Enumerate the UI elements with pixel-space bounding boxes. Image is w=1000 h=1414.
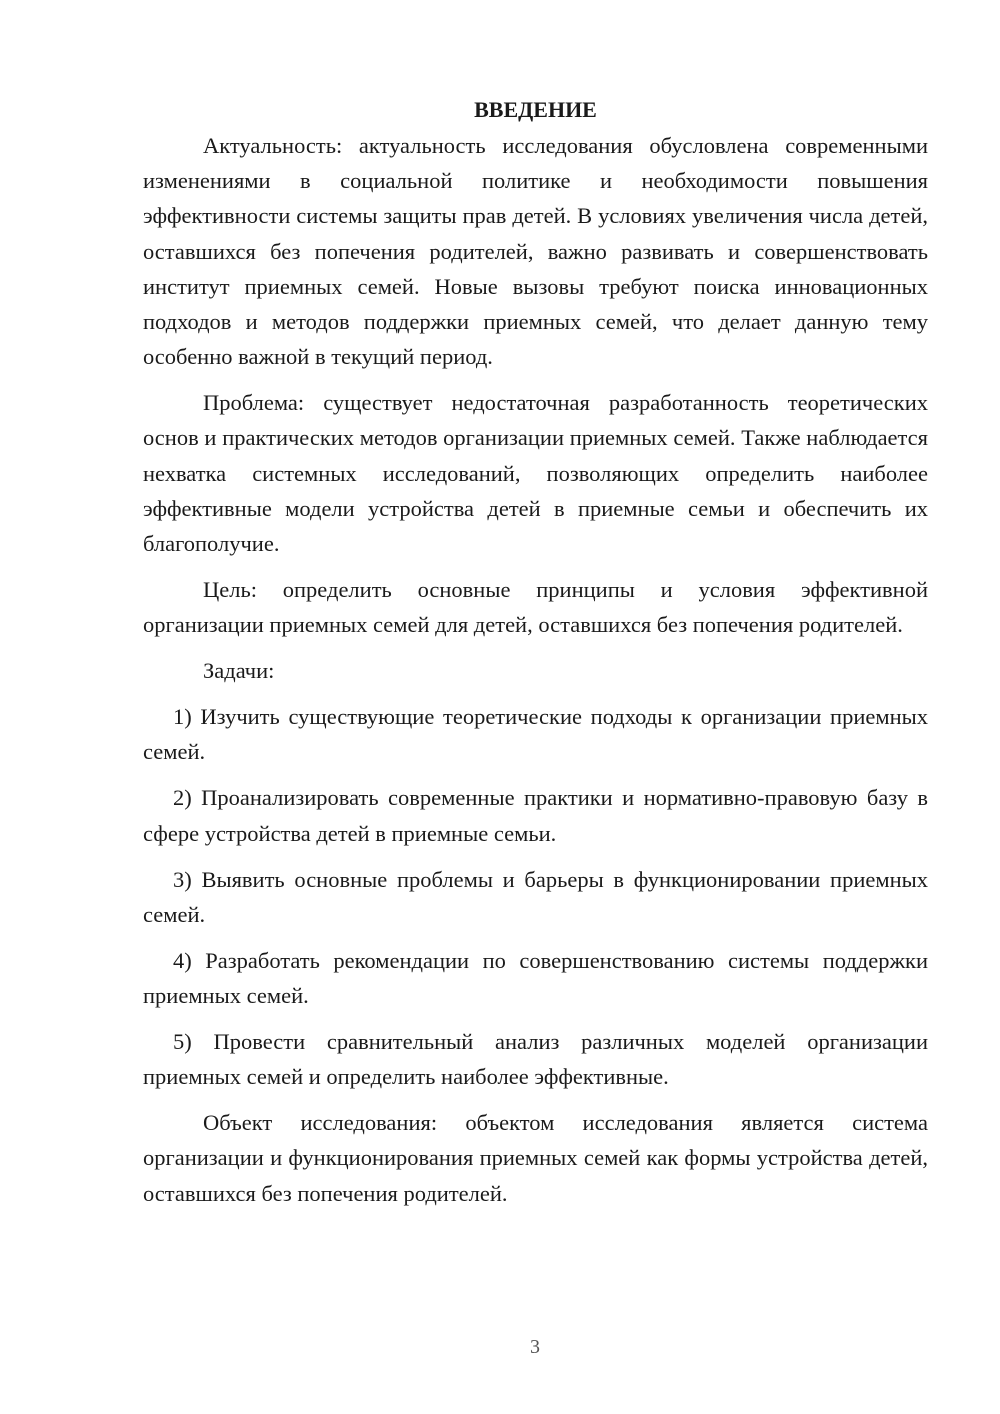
task-item-4: 4) Разработать рекомендации по совершенствованию системы поддержки приемных семей.: [143, 947, 928, 1009]
paragraph-goal: Цель: определить основные принципы и условия эффективной организации приемных семей для детей, оставшихся без попечения родителей.: [143, 577, 928, 638]
section-heading: ВВЕДЕНИЕ: [474, 97, 597, 122]
page-content: [143, 92, 928, 1222]
page-number: 3: [530, 1336, 540, 1358]
task-item-1: 1) Изучить существующие теоретические подходы к организации приемных семей.: [143, 704, 928, 765]
task-item-5: 5) Провести сравнительный анализ различных моделей организации приемных семей и определить наиболее эффективные.: [143, 1029, 928, 1090]
task-item-3: 3) Выявить основные проблемы и барьеры в функционировании приемных семей.: [143, 866, 928, 927]
paragraph-relevance: Актуальность: актуальность исследования обусловлена современными изменениями в социальной политике и необходимости повышения эффективности системы защиты прав детей. В условиях увеличения числа детей, оставшихся без попечения родителей, важно развивать и совершенствовать институт приемных семей. Новые вызовы требуют поиска инновационных подходов и методов поддержки приемных семей, что делает данную тему особенно важной в текущий период.: [143, 133, 928, 370]
paragraph-object: Объект исследования: объектом исследования является система организации и функционирования приемных семей как формы устройства детей, оставшихся без попечения родителей.: [143, 1110, 928, 1206]
tasks-label: Задачи:: [203, 658, 275, 684]
task-item-2: 2) Проанализировать современные практики и нормативно-правовую базу в сфере устройства детей в приемные семьи.: [143, 785, 928, 846]
paragraph-problem: Проблема: существует недостаточная разработанность теоретических основ и практических методов организации приемных семей. Также наблюдается нехватка системных исследований, позволяющих определить наиболее эффективные модели устройства детей в приемные семьи и обеспечить их благополучие.: [143, 390, 928, 557]
